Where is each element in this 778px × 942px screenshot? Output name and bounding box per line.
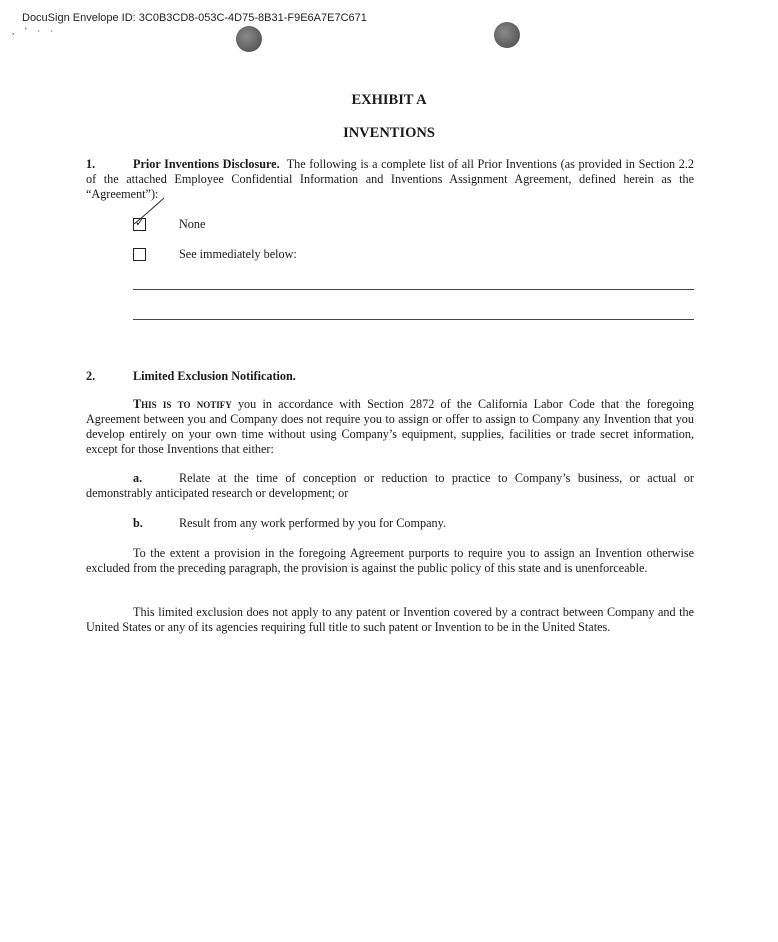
exhibit-title: EXHIBIT A [351, 92, 427, 108]
section-2-heading: Limited Exclusion Notification. [133, 369, 296, 383]
checkbox-none[interactable] [133, 218, 146, 231]
public-policy-text: To the extent a provision in the foregoing Agreement purports to require you to assign an Invention otherwise excluded from the preceding paragraph, the provision is against the public policy of this state and is unenforceable. [86, 546, 694, 575]
section-1-heading: Prior Inventions Disclosure. [133, 157, 280, 171]
option-see-below-label: See immediately below: [179, 247, 297, 261]
limited-exclusion-paragraph [86, 605, 694, 635]
notify-paragraph [86, 397, 694, 457]
hole-punch-right [494, 22, 520, 48]
item-b-paragraph [86, 516, 694, 531]
section-1-paragraph [86, 157, 694, 202]
scan-specks: ,’·· [12, 26, 64, 36]
notify-text: you in accordance with Section 2872 of the California Labor Code that the foregoing Agreement between you and Company does not require you to assign or offer to assign to Company any Invention that you develop entirely on your own time without using Company’s equipment, supplies, facilities or trade secret information, except for those Inventions that either: [86, 397, 695, 456]
limited-exclusion-text: This limited exclusion does not apply to any patent or Invention covered by a contract between Company and the United States or any of its agencies requiring full title to such patent or Invention to be in the United States. [86, 605, 694, 634]
item-b-label: b. [133, 516, 143, 530]
blank-line-2[interactable] [133, 319, 694, 320]
inventions-title: INVENTIONS [343, 125, 435, 141]
blank-line-1[interactable] [133, 289, 694, 290]
notify-lead: This is to notify [133, 397, 232, 411]
section-2-heading-line [86, 369, 694, 384]
hole-punch-left [236, 26, 262, 52]
item-b-text: Result from any work performed by you for Company. [179, 516, 446, 530]
docusign-envelope-id: DocuSign Envelope ID: 3C0B3CD8-053C-4D75-8B31-F9E6A7E7C671 [22, 12, 367, 24]
item-a-label: a. [133, 471, 143, 485]
section-1-text: The following is a complete list of all Prior Inventions (as provided in Section 2.2 of the attached Employee Confidential Information and Inventions Assignment Agreement, defined herein as the “Agreement”): [86, 157, 694, 201]
section-1-number: 1. [86, 157, 96, 171]
section-2-number: 2. [86, 369, 96, 383]
public-policy-paragraph [86, 546, 694, 576]
checkbox-see-below[interactable] [133, 248, 146, 261]
option-none-label: None [179, 217, 206, 231]
item-a-text: Relate at the time of conception or reduction to practice to Company’s business, or actual or demonstrably anticipated research or development; or [86, 471, 694, 500]
check-mark-icon: ✓ [135, 217, 145, 229]
item-a-paragraph [86, 471, 694, 501]
